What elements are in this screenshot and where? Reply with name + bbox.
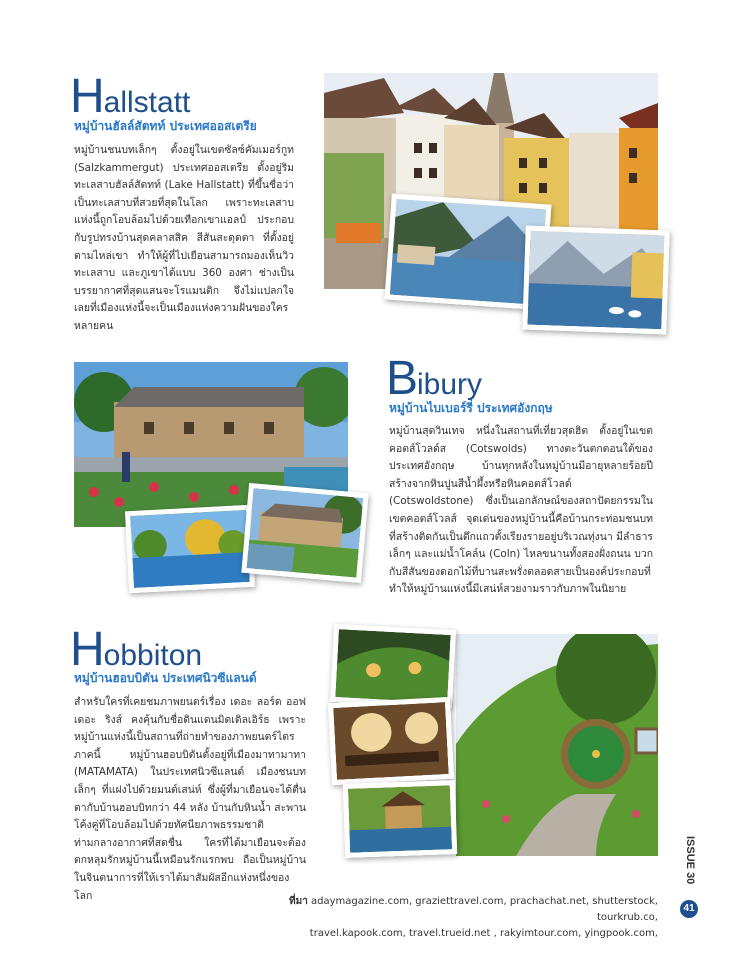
hallstatt-swan-photo (522, 226, 670, 335)
hallstatt-title (70, 70, 191, 123)
hobbiton-hill-photo (330, 624, 456, 708)
credits-text-1: adaymagazine.com, graziettravel.com, prachachat.net, shutterstock, tourkrub.co, (311, 896, 658, 923)
bibury-cottage-photo (241, 483, 368, 583)
page-number: 41 (680, 900, 698, 918)
credits (256, 894, 658, 942)
hallstatt-subtitle: หมู่บ้านฮัลล์สัตทท์ ประเทศออสเตรีย (74, 119, 257, 133)
bibury-title (386, 352, 483, 405)
hobbiton-mill-photo (343, 780, 458, 858)
hallstatt-title-initial: H (70, 70, 104, 123)
hobbiton-title-initial: H (70, 623, 104, 676)
hobbiton-subtitle: หมู่บ้านฮอบบิตัน ประเทศนิวซีแลนด์ (74, 671, 257, 685)
bibury-title-initial: B (386, 352, 418, 405)
issue-label: ISSUE 30 (684, 836, 696, 885)
bibury-pond-photo (125, 505, 255, 593)
credits-text-2: travel.kapook.com, travel.trueid.net , rakyimtour.com, yingpook.com, (309, 928, 658, 939)
hallstatt-body: หมู่บ้านชนบทเล็กๆ ตั้งอยู่ในเขตซัลซ์คัมเมอร์กูท (Salzkammergut) ประเทศออสเตรีย ตั้งอยู่ริมทะเลสาบฮัลล์สัตทท์ (Lake Hallstatt) ที่ขึ้นชื่อว่าเป็นทะเลสาบที่สวยที่สุดในโลก เพราะทะเลสาบแห่งนี้ถูกโอบล้อมไปด้วยเทือกเขาแอลป์ ประกอบกับรูปทรงบ้านสุดคลาสสิค สีสันสะดุดตา ที่ตั้งอยู่ตามไหล่เขา ทำให้ผู้ที่ไปเยือนสามารถมองเห็นวิวทะเลสาบ และภูเขาได้แบบ 360 องศา ช่างเป็นบรรยากาศที่สุดแสนจะโรแมนติก จึงไม่แปลกใจเลยที่เมืองแห่งนี้จะเป็นเมืองแห่งความฝันของใครหลายคน (74, 144, 294, 332)
hobbiton-title-rest: obbiton (103, 639, 203, 672)
bibury-title-rest: ibury (417, 368, 483, 401)
hobbiton-title (70, 623, 203, 676)
bibury-body: หมู่บ้านสุดวินเทจ หนึ่งในสถานที่เที่ยวสุดฮิต ตั้งอยู่ในเขตคอตส์โวลด์ส (Cotswolds) ทางตะวันตกตอนใต้ของประเทศอังกฤษ บ้านทุกหลังในหมู่บ้านมีอายุหลายร้อยปี สร้างจากหินปูนสีน้ำผึ้งหรือหินคอตส์โวลด์ (Cotswoldstone) ซึ่งเป็นเอกลักษณ์ของสถาปัตยกรรมในเขตคอตส์โวลส์ จุดเด่นของหมู่บ้านนี้คือบ้านกระท่อมชนบทที่สร้างติดกันเป็นตึกแถวตั้งเรียงรายอยู่บริเวณทุ่งนา มีลำธารเล็กๆ และแม่น้ำโคล์น (Coln) ไหลขนานทั้งสองฝั่งถนน บวกกับสีสันของดอกไม้ที่บานสะพรั่งตลอดสายเป็นองค์ประกอบที่ทำให้หมู่บ้านแห่งนี้มีเสน่ห์สวยงามราวกับภาพในนิยาย (389, 425, 653, 596)
credits-label: ที่มา (289, 896, 308, 907)
hobbiton-interior-photo (328, 697, 454, 785)
hobbiton-main-photo (456, 634, 658, 856)
hallstatt-title-rest: allstatt (103, 86, 191, 119)
bibury-subtitle: หมู่บ้านไบเบอร์รี่ ประเทศอังกฤษ (389, 401, 553, 415)
hobbiton-body: สำหรับใครที่เคยชมภาพยนตร์เรื่อง เดอะ ลอร์ด ออฟ เดอะ ริงส์ คงคุ้นกับชื่อดินแดนมิดเดิลเอิร์ธ เพราะหมู่บ้านแห่งนี้เป็นสถานที่ถ่ายทำของภาพยนตร์ไตรภาคนี้ หมู่บ้านฮอบบิตันตั้งอยู่ที่เมืองมาทามาทา (MATAMATA) ในประเทศนิวซีแลนด์ เมืองชนบทเล็กๆ ที่แฝงไปด้วยมนต์เสน่ห์ ซึ่งผู้ที่มาเยือนจะได้ตื่นตากับบ้านฮอบบิทกว่า 44 หลัง บ้านกับหินน้ำ สะพานโค้งคู่ที่โอบล้อมไปด้วยทัศนียภาพธรรมชาติ ท่ามกลางอากาศที่สดชื่น ใครที่ได้มาเยือนจะต้องตกหลุมรักหมู่บ้านนี้เหมือนรักแรกพบ ถือเป็นหมู่บ้านในจินตนาการที่ให้เราได้มาสัมผัสอีกแห่งหนึ่งของโลก (74, 696, 306, 902)
credits-line-1 (256, 894, 658, 926)
